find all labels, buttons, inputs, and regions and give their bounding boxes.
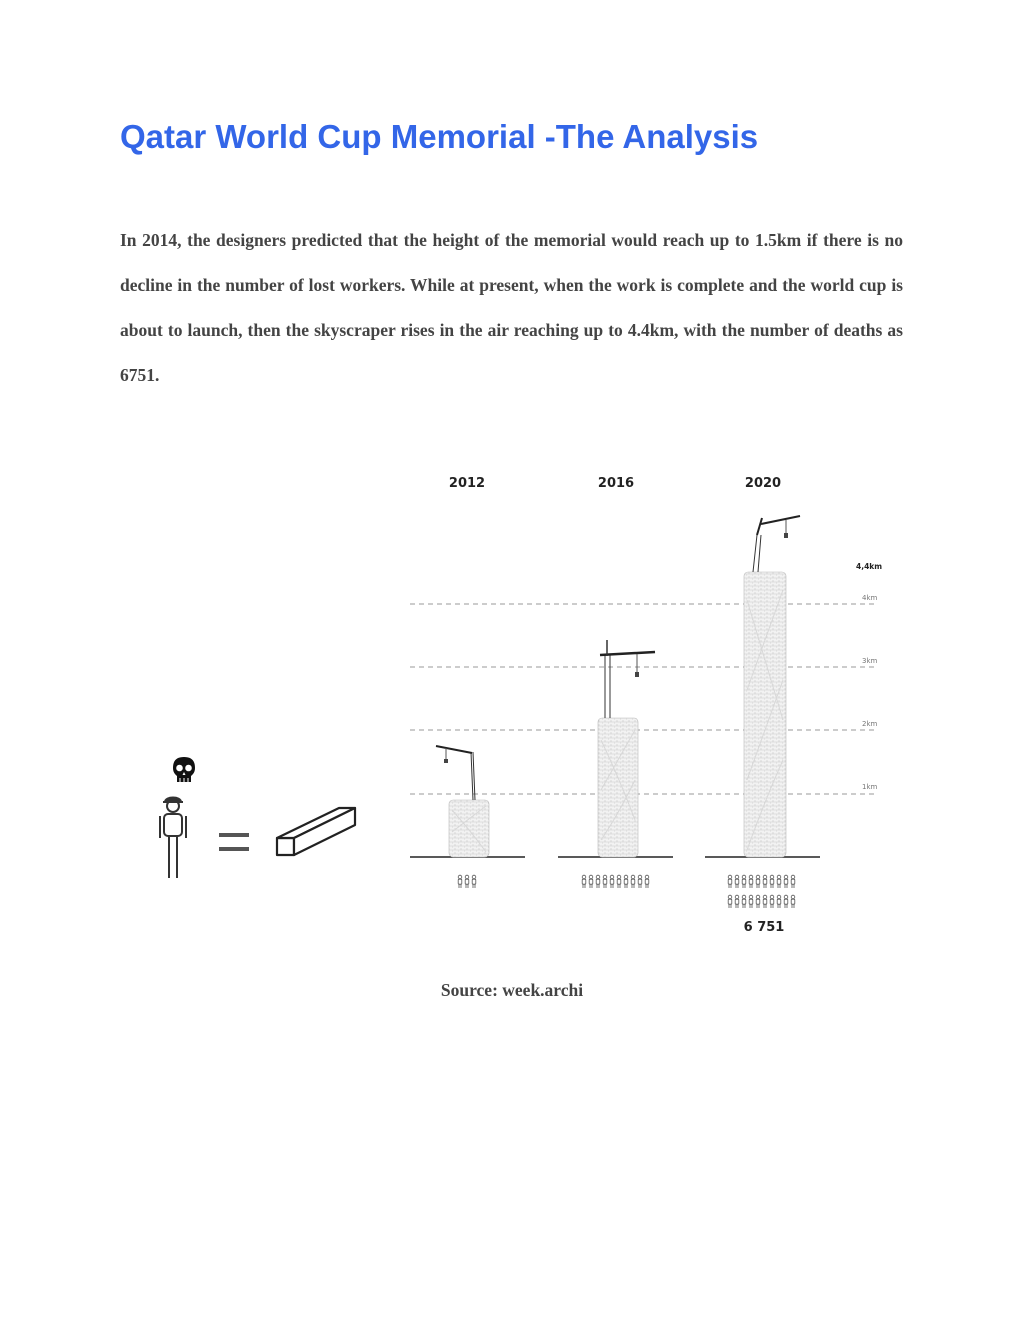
source-caption: Source: week.archi: [440, 980, 584, 1000]
worker-icon: [160, 798, 186, 879]
deaths-icons-2012: [458, 875, 476, 888]
year-label-2016: 2016: [597, 476, 635, 491]
deaths-count-label: 6 751: [743, 920, 785, 935]
tower-2012: [436, 746, 489, 857]
deaths-icons-2020-row1: [728, 875, 795, 888]
memorial-diagram: [140, 460, 900, 950]
deaths-icons-2020-row2: [728, 895, 795, 908]
memorial-figure: [140, 460, 900, 950]
year-label-2012: 2012: [448, 476, 486, 491]
tower-2016: [598, 640, 655, 857]
tower-2020: [744, 516, 800, 857]
height-gridlines: [410, 604, 876, 794]
height-label-3km: 3km: [862, 657, 878, 665]
body-paragraph: In 2014, the designers predicted that the height of the memorial would reach up to 1.5km if there is no decline in the number of lost workers. While at present, when the work is complete and the world cup is about to launch, then the skyscraper rises in the air reaching up to 4.4km, with the number of deaths as 6751.: [120, 230, 903, 385]
height-label-2km: 2km: [862, 720, 878, 728]
equals-icon: [219, 835, 249, 849]
height-label-4km: 4km: [862, 594, 878, 602]
page-title: Qatar World Cup Memorial -The Analysis: [120, 118, 759, 155]
deaths-icons-2016: [582, 875, 649, 888]
top-height-label: 4,4km: [856, 562, 883, 571]
skull-icon: [173, 757, 195, 782]
height-label-1km: 1km: [862, 783, 878, 791]
beam-icon: [277, 808, 355, 855]
year-label-2020: 2020: [744, 476, 782, 491]
